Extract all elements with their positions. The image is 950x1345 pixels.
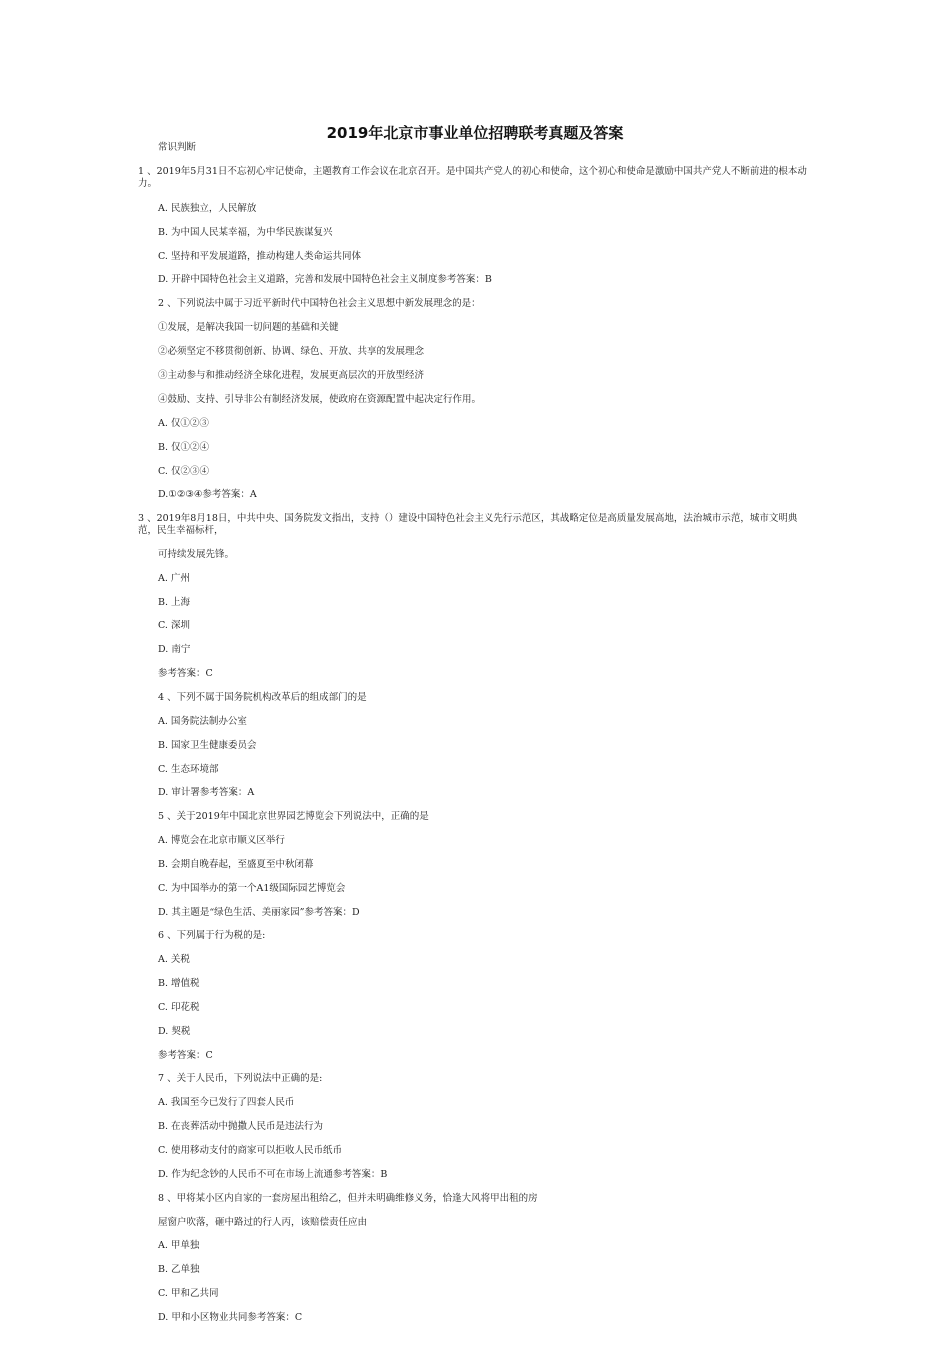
question-3-continuation: 可持续发展先锋。 (158, 549, 235, 560)
answer-option: D. 契税 (158, 1026, 191, 1037)
question-5-text: 5 、关于2019年中国北京世界园艺博览会下列说法中，正确的是 (158, 811, 429, 822)
reference-answer: 参考答案：C (158, 668, 213, 679)
question-3-text: 3 、2019年8月18日，中共中央、国务院发文指出，支持（）建设中国特色社会主义先行示范区，其战略定位是高质量发展高地，法治城市示范，城市文明典范，民生幸福标杆， (138, 513, 798, 536)
answer-option: C. 深圳 (158, 620, 190, 631)
question-4-text: 4 、下列不属于国务院机构改革后的组成部门的是 (158, 692, 367, 703)
statement-item: ③主动参与和推动经济全球化进程，发展更高层次的开放型经济 (158, 370, 425, 381)
question-1-text: 1 、2019年5月31日不忘初心牢记使命，主题教育工作会议在北京召开。是中国共产党人的初心和使命，这个初心和使命是激励中国共产党人不断前进的根本动力。 (138, 166, 807, 189)
answer-option: C. 使用移动支付的商家可以拒收人民币纸币 (158, 1145, 342, 1156)
answer-option: B. 乙单独 (158, 1264, 200, 1275)
answer-option: A. 博览会在北京市顺义区举行 (158, 835, 285, 846)
answer-option: D. 作为纪念钞的人民币不可在市场上流通参考答案：B (158, 1169, 388, 1180)
answer-option: C. 为中国举办的第一个A1级国际园艺博览会 (158, 883, 346, 894)
section-heading: 常识判断 (158, 142, 197, 153)
answer-option: C. 生态环境部 (158, 764, 219, 775)
answer-option: A. 我国至今已发行了四套人民币 (158, 1097, 295, 1108)
answer-option: D. 南宁 (158, 644, 191, 655)
answer-option: B. 为中国人民某幸福，为中华民族谋复兴 (158, 227, 333, 238)
question-8-text: 8 、甲将某小区内自家的一套房屋出租给乙，但并未明确维修义务，恰逢大风将甲出租的房 (158, 1193, 538, 1204)
answer-option: C. 坚持和平发展道路，推动构建人类命运共同体 (158, 251, 361, 262)
answer-option: A. 民族独立，人民解放 (158, 203, 257, 214)
answer-option: B. 在丧葬活动中抛撒人民币是违法行为 (158, 1121, 324, 1132)
answer-option: D. 其主题是“绿色生活、美丽家园”参考答案：D (158, 907, 360, 918)
answer-option: B. 增值税 (158, 978, 200, 989)
page-title: 2019年北京市事业单位招聘联考真题及答案 (326, 124, 624, 142)
answer-option: C. 甲和乙共同 (158, 1288, 219, 1299)
question-2-text: 2 、下列说法中属于习近平新时代中国特色社会主义思想中新发展理念的是： (158, 298, 481, 309)
answer-option: A. 仅①②③ (158, 418, 209, 429)
answer-option: D.①②③④参考答案：A (158, 489, 257, 500)
answer-option: B. 国家卫生健康委员会 (158, 740, 257, 751)
answer-option: B. 会期自晚春起，至盛夏至中秋闭幕 (158, 859, 314, 870)
statement-item: ①发展，是解决我国一切问题的基础和关键 (158, 322, 339, 333)
answer-option: D. 甲和小区物业共同参考答案：C (158, 1312, 303, 1323)
answer-option: D. 开辟中国特色社会主义道路，完善和发展中国特色社会主义制度参考答案：B (158, 274, 492, 285)
question-7-text: 7 、关于人民币，下列说法中正确的是: (158, 1073, 323, 1084)
answer-option: D. 审计署参考答案：A (158, 787, 255, 798)
answer-option: A. 国务院法制办公室 (158, 716, 247, 727)
answer-option: A. 关税 (158, 954, 190, 965)
reference-answer: 参考答案：C (158, 1050, 213, 1061)
statement-item: ②必须坚定不移贯彻创新、协调、绿色、开放、共享的发展理念 (158, 346, 425, 357)
question-6-text: 6 、下列属于行为税的是: (158, 930, 266, 941)
statement-item: ④鼓励、支持、引导非公有制经济发展，使政府在资源配置中起决定行作用。 (158, 394, 482, 405)
answer-option: B. 上海 (158, 597, 191, 608)
answer-option: B. 仅①②④ (158, 442, 210, 453)
answer-option: A. 甲单独 (158, 1240, 200, 1251)
answer-option: C. 印花税 (158, 1002, 200, 1013)
answer-option: A. 广州 (158, 573, 190, 584)
answer-option: C. 仅②③④ (158, 466, 209, 477)
question-8-continuation: 屋窗户吹落，砸中路过的行人丙，该赔偿责任应由 (158, 1217, 368, 1228)
